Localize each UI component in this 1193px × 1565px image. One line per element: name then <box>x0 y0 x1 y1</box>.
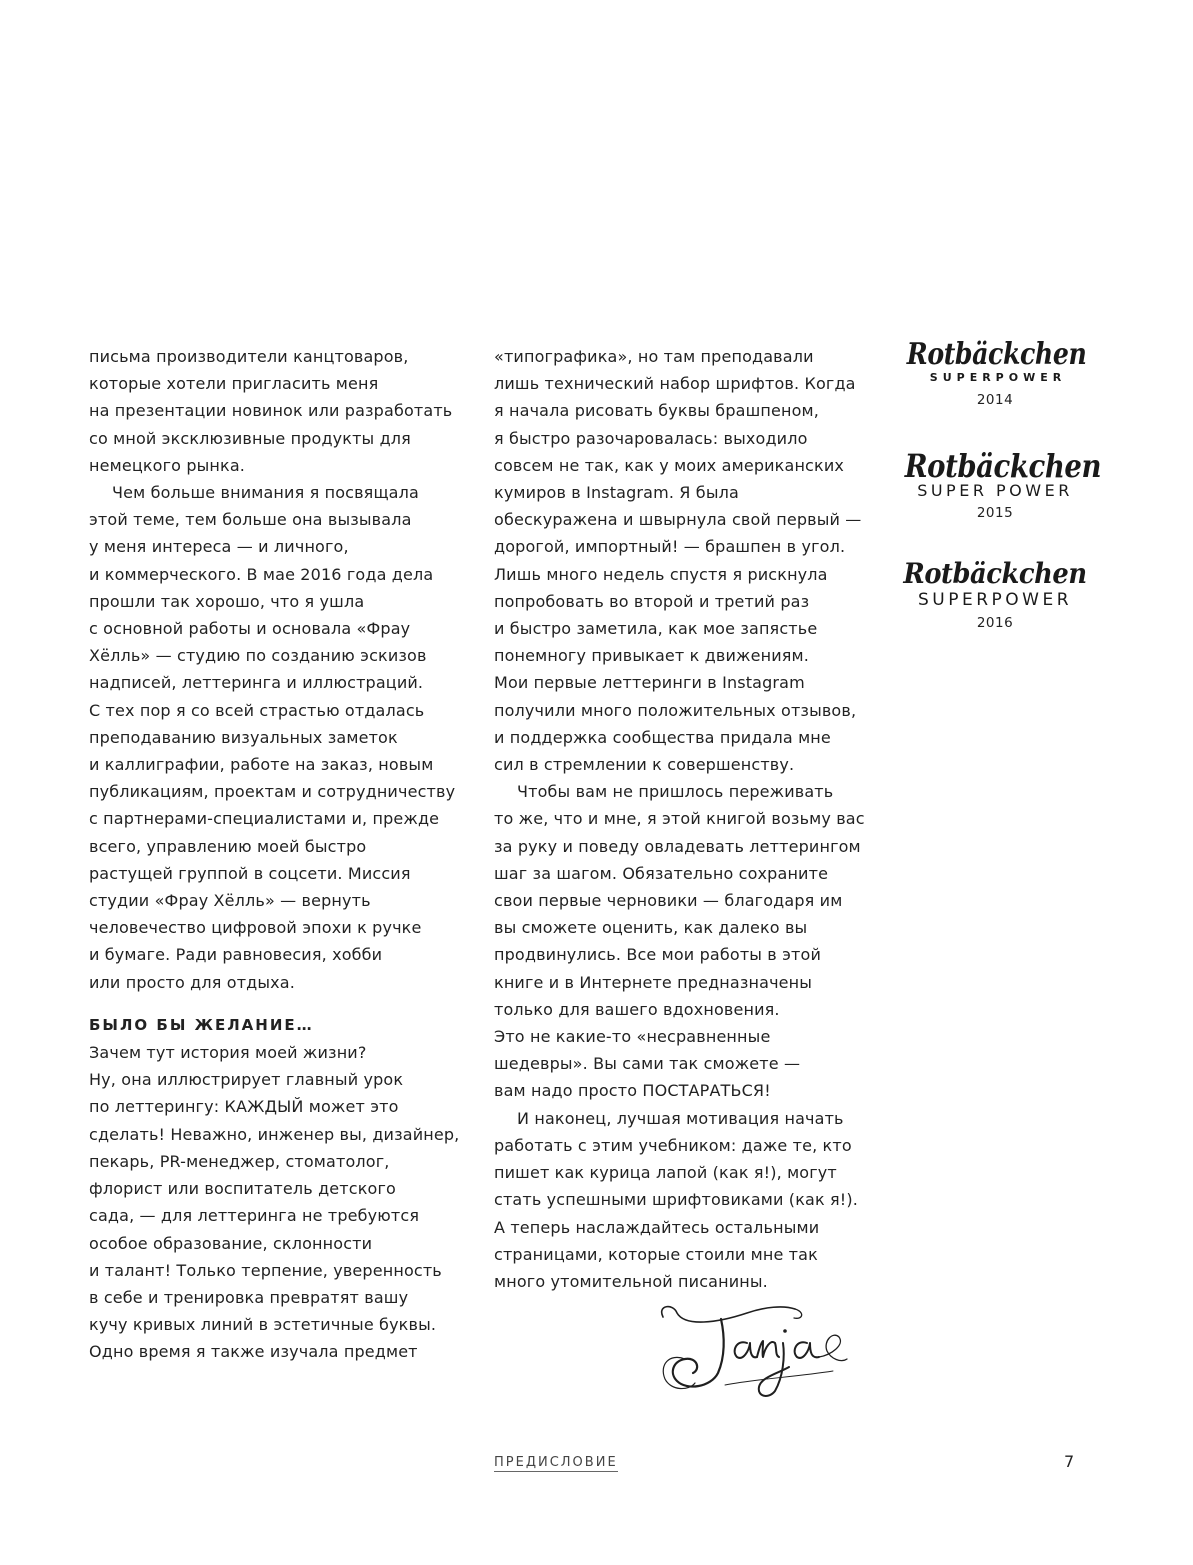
text-line: особое образование, склонности <box>89 1233 373 1253</box>
text-line: шаг за шагом. Обязательно сохраните <box>494 863 829 883</box>
text-line: Чем больше внимания я посвящала <box>112 483 419 503</box>
page-number: 7 <box>1064 1452 1075 1471</box>
text-line: «типографика», но там преподавали <box>494 347 814 366</box>
logo-tagline: SUPERPOWER <box>917 590 1073 610</box>
text-line: за руку и поведу овладевать леттерингом <box>494 836 861 856</box>
text-line: на презентации новинок или разработать <box>89 401 453 421</box>
signature-icon <box>655 1287 850 1402</box>
text-line: кумиров в Instagram. Я была <box>494 483 739 503</box>
text-line: стать успешными шрифтовиками (как я!). <box>494 1190 858 1210</box>
logo-2016 <box>890 557 1100 631</box>
text-line: Зачем тут история моей жизни? <box>89 1043 367 1063</box>
text-line: с основной работы и основала «Фрау <box>89 619 411 639</box>
text-line: я быстро разочаровалась: выходило <box>494 428 808 448</box>
text-line: получили много положительных отзывов, <box>494 700 857 720</box>
logo-wordmark: Rotbäckchen <box>903 557 1087 590</box>
text-line: только для вашего вдохновения. <box>494 999 780 1019</box>
text-line: письма производители канцтоваров, <box>89 347 409 366</box>
text-line: И наконец, лучшая мотивация начать <box>517 1108 844 1128</box>
text-line: свои первые черновики — благодаря им <box>494 891 843 911</box>
section-heading: БЫЛО БЫ ЖЕЛАНИЕ… <box>89 1015 314 1034</box>
text-line: сделать! Неважно, инженер вы, дизайнер, <box>89 1124 460 1144</box>
text-line: страницами, которые стоили мне так <box>494 1244 818 1264</box>
text-line: пекарь, PR-менеджер, стоматолог, <box>89 1151 390 1171</box>
text-line: и талант! Только терпение, уверенность <box>89 1260 442 1280</box>
text-line: Лишь много недель спустя я рискнула <box>494 564 828 584</box>
text-line: флорист или воспитатель детского <box>89 1179 396 1199</box>
text-line: обескуражена и швырнула свой первый — <box>494 510 862 530</box>
text-line: то же, что и мне, я этой книгой возьму вас <box>494 809 865 829</box>
logo-2015 <box>890 447 1100 521</box>
text-line: много утомительной писанины. <box>494 1271 768 1291</box>
logo-wordmark: Rotbäckchen <box>904 447 1102 485</box>
text-line: Хёлль» — студию по созданию эскизов <box>89 646 427 666</box>
text-line: растущей группой в соцсети. Миссия <box>89 863 411 883</box>
text-line: по леттерингу: КАЖДЫЙ может это <box>89 1097 399 1117</box>
text-line: человечество цифровой эпохи к ручке <box>89 918 422 938</box>
text-line: я начала рисовать буквы брашпеном, <box>494 401 819 421</box>
logo-2014 <box>890 337 1100 408</box>
text-line: понемногу привыкает к движениям. <box>494 646 809 666</box>
text-line: и каллиграфии, работе на заказ, новым <box>89 755 434 775</box>
text-line: и быстро заметила, как мое запястье <box>494 619 818 639</box>
text-line: вам надо просто ПОСТАРАТЬСЯ! <box>494 1081 771 1101</box>
text-line: продвинулись. Все мои работы в этой <box>494 945 822 965</box>
text-line: А теперь наслаждайтесь остальными <box>494 1217 820 1237</box>
text-line: кучу кривых линий в эстетичные буквы. <box>89 1315 437 1335</box>
left-column <box>89 343 474 1366</box>
text-line: всего, управлению моей быстро <box>89 836 367 856</box>
text-line: студии «Фрау Хёлль» — вернуть <box>89 891 371 911</box>
logo-tagline: SUPER POWER <box>917 481 1073 500</box>
text-line: надписей, леттеринга и иллюстраций. <box>89 673 424 693</box>
logo-tagline: SUPERPOWER <box>929 371 1067 384</box>
text-line: Мои первые леттеринги в Instagram <box>494 673 805 693</box>
logo-year: 2016 <box>976 615 1014 631</box>
text-line: пишет как курица лапой (как я!), могут <box>494 1163 837 1183</box>
text-line: этой теме, тем больше она вызывала <box>89 510 412 530</box>
text-line: сада, — для леттеринга не требуются <box>89 1206 420 1226</box>
text-line: дорогой, импортный! — брашпен в угол. <box>494 537 846 557</box>
text-line: Чтобы вам не пришлось переживать <box>517 782 834 802</box>
text-line: прошли так хорошо, что я ушла <box>89 591 365 611</box>
text-line: с партнерами-специалистами и, прежде <box>89 809 440 829</box>
text-line: и бумаге. Ради равновесия, хобби <box>89 945 383 965</box>
text-line: книге и в Интернете предназначены <box>494 972 813 992</box>
text-line: Ну, она иллюстрирует главный урок <box>89 1070 404 1090</box>
middle-column <box>494 343 894 1295</box>
text-line: сил в стремлении к совершенству. <box>494 755 795 775</box>
text-line: со мной эксклюзивные продукты для <box>89 428 411 448</box>
text-line: и коммерческого. В мае 2016 года дела <box>89 564 434 584</box>
logo-year: 2014 <box>976 392 1014 408</box>
text-line: или просто для отдыха. <box>89 972 295 992</box>
text-line: и поддержка сообщества придала мне <box>494 727 831 747</box>
text-line: лишь технический набор шрифтов. Когда <box>494 374 856 394</box>
text-line: Одно время я также изучала предмет <box>89 1342 418 1362</box>
text-line: преподаванию визуальных заметок <box>89 727 398 747</box>
text-line: С тех пор я со всей страстью отдалась <box>89 700 425 720</box>
logo-wordmark: Rotbäckchen <box>906 337 1087 372</box>
text-line: шедевры». Вы сами так сможете — <box>494 1054 801 1074</box>
text-line: немецкого рынка. <box>89 455 246 475</box>
text-line: попробовать во второй и третий раз <box>494 591 810 611</box>
logo-year: 2015 <box>976 505 1014 521</box>
text-line: публикациям, проектам и сотрудничеству <box>89 782 456 802</box>
section-label: ПРЕДИСЛОВИЕ <box>494 1455 618 1470</box>
text-line: Это не какие-то «несравненные <box>494 1027 771 1047</box>
text-line: которые хотели пригласить меня <box>89 374 379 394</box>
text-line: у меня интереса — и личного, <box>89 537 349 557</box>
text-line: совсем не так, как у моих американских <box>494 455 844 475</box>
text-line: вы сможете оценить, как далеко вы <box>494 918 808 938</box>
text-line: в себе и тренировка превратят вашу <box>89 1287 409 1307</box>
text-line: работать с этим учебником: даже те, кто <box>494 1135 852 1155</box>
